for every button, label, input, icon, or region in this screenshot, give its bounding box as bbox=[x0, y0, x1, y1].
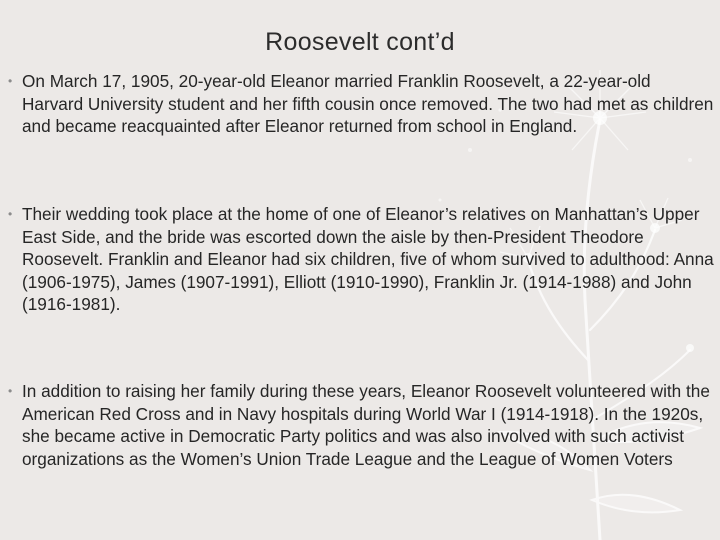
bullet-dot-icon: • bbox=[8, 384, 13, 398]
bullet-text: In addition to raising her family during these years, Eleanor Roosevelt volunteered with the American Red Cross and in Navy hospitals during World War I (1914-1918). In the 1920s, she became active in Democratic Party politics and was also involved with such activist organizations as the Women’s Union Trade League and the League of Women Voters bbox=[22, 381, 710, 469]
bullet-dot-icon: • bbox=[8, 74, 13, 88]
bullet-text: On March 17, 1905, 20-year-old Eleanor married Franklin Roosevelt, a 22-year-old Harvard University student and her fifth cousin once removed. The two had met as children and became reacquainted after Eleanor returned from school in England. bbox=[22, 71, 714, 136]
bullet-item bbox=[8, 70, 714, 138]
bullet-item bbox=[8, 380, 714, 470]
bullet-item bbox=[8, 203, 714, 316]
bullet-text: Their wedding took place at the home of one of Eleanor’s relatives on Manhattan’s Upper East Side, and the bride was escorted down the aisle by then-President Theodore Roosevelt. Franklin and Eleanor had six children, five of whom survived to adulthood: Anna (1906-1975), James (1907-1991), Elliott (1910-1990), Franklin Jr. (1914-1988) and John (1916-1981). bbox=[22, 204, 714, 314]
slide-title: Roosevelt cont’d bbox=[265, 28, 455, 56]
bullet-dot-icon: • bbox=[8, 207, 13, 221]
